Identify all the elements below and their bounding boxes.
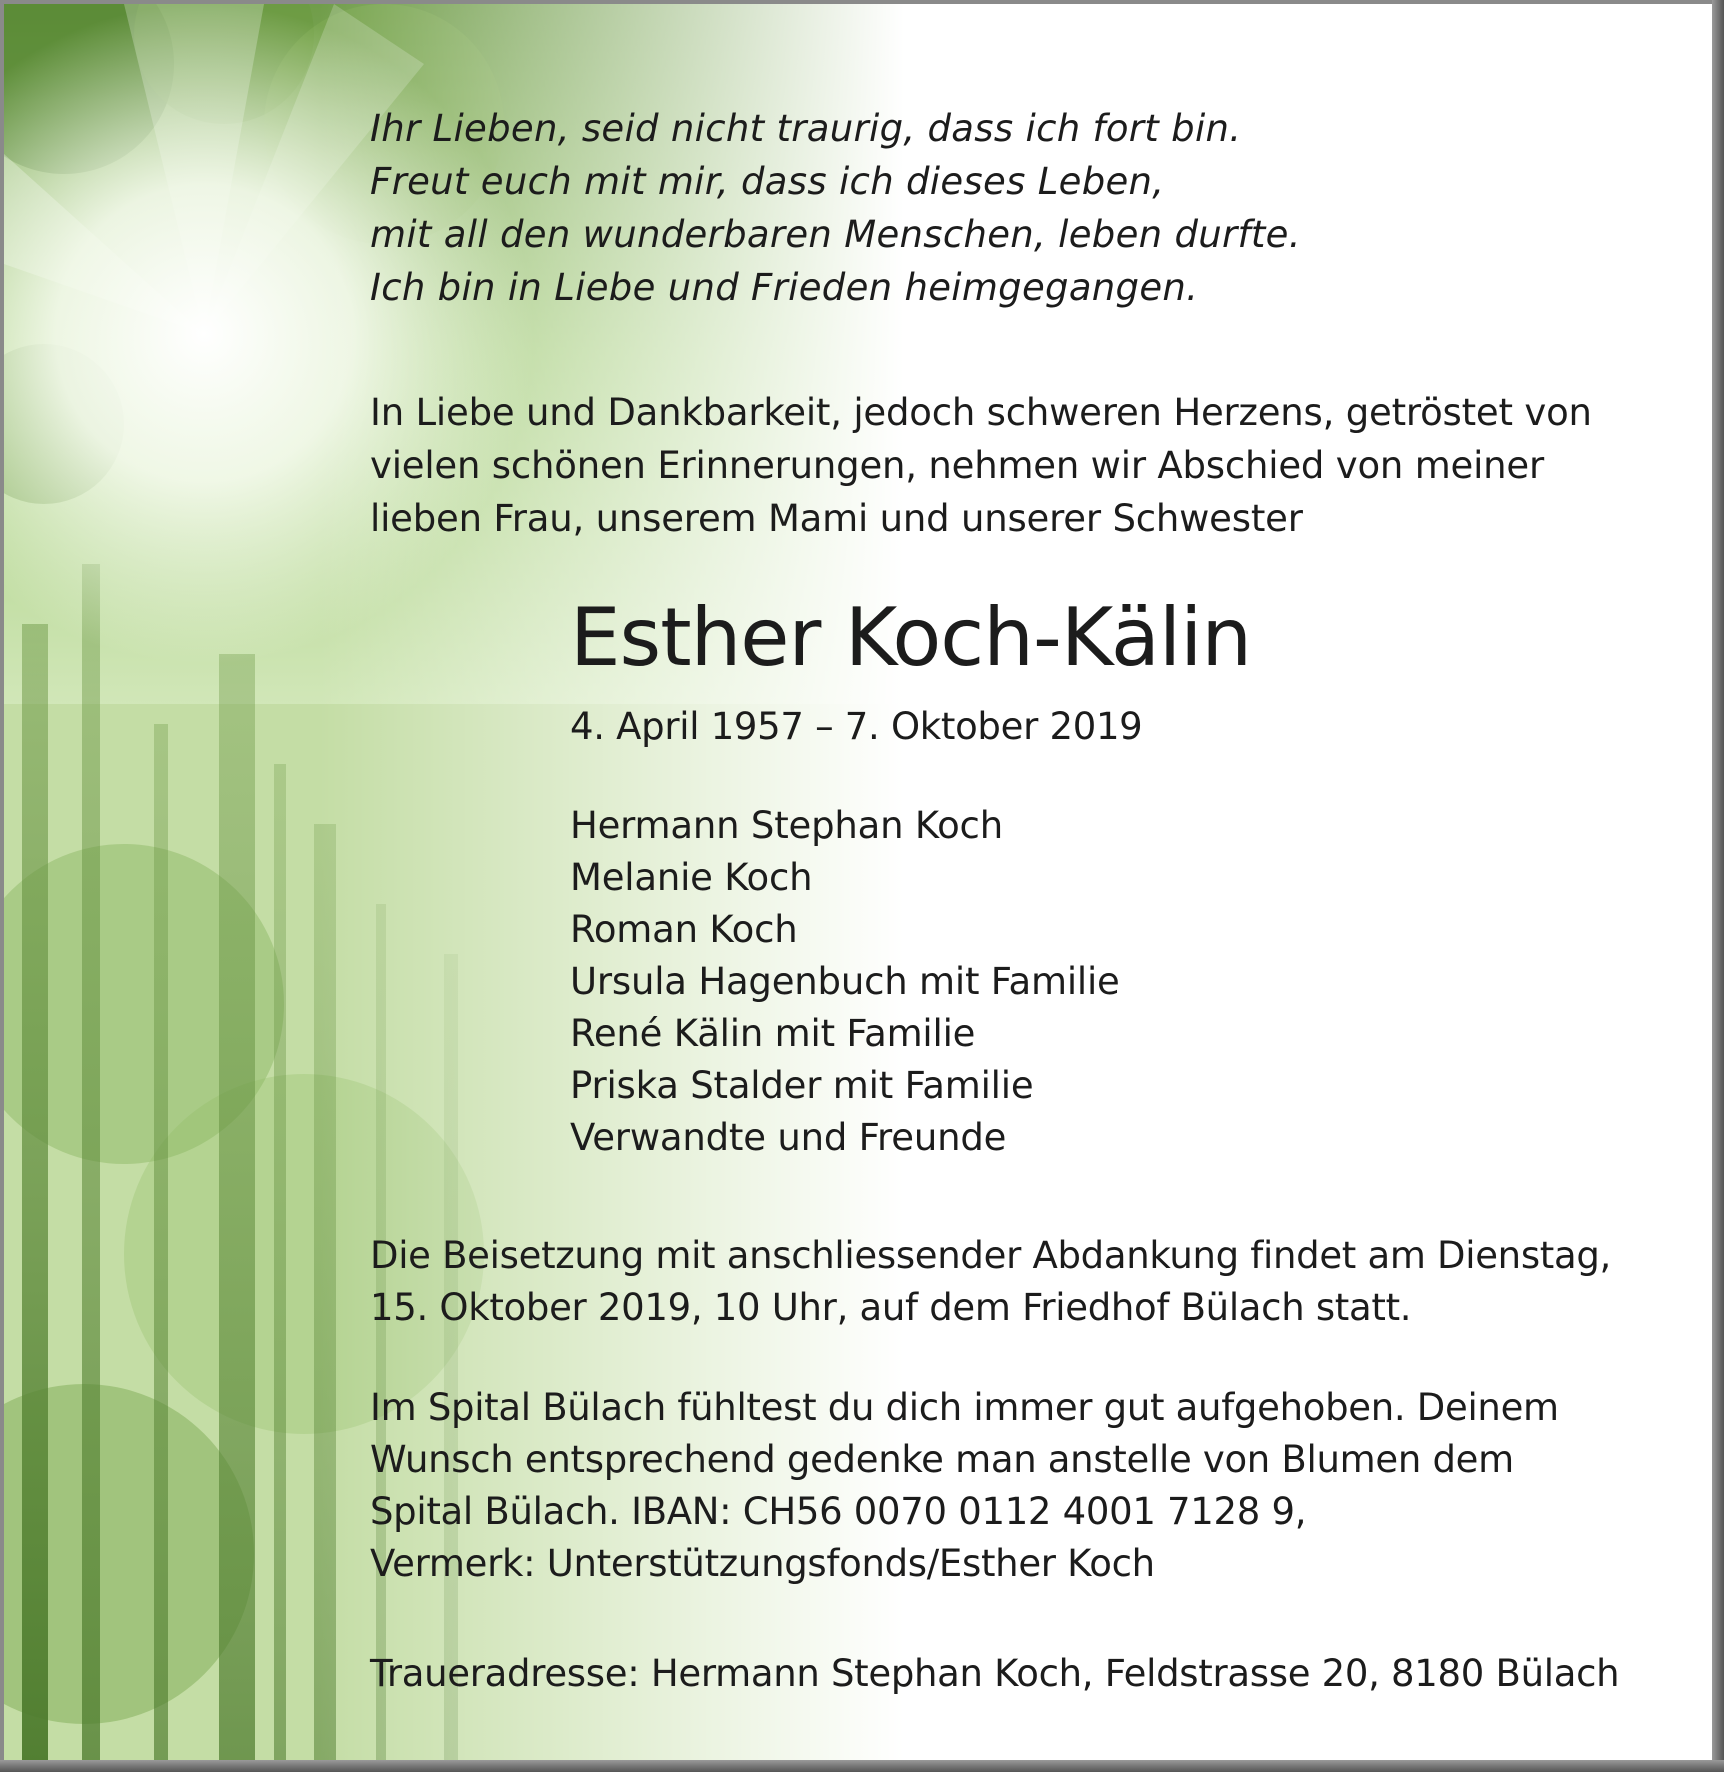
- donation-line: Vermerk: Unterstützungsfonds/Esther Koch: [370, 1542, 1155, 1585]
- intro-line: In Liebe und Dankbarkeit, jedoch schweren Herzens, getröstet von: [370, 391, 1592, 434]
- intro-paragraph: [370, 386, 1592, 545]
- frame-edge-right: [1712, 0, 1724, 1772]
- mourners-list: [570, 800, 1120, 1164]
- poem-line: mit all den wunderbaren Menschen, leben durfte.: [370, 213, 1301, 256]
- donation-notice: [370, 1382, 1559, 1590]
- donation-line: Wunsch entsprechend gedenke man anstelle von Blumen dem: [370, 1438, 1514, 1481]
- deceased-name: Esther Koch-Kälin: [570, 591, 1252, 684]
- intro-line: lieben Frau, unserem Mami und unserer Schwester: [370, 497, 1303, 540]
- mourner-name: Melanie Koch: [570, 856, 813, 899]
- poem-line: Ihr Lieben, seid nicht traurig, dass ich fort bin.: [370, 107, 1242, 150]
- mourner-name: René Kälin mit Familie: [570, 1012, 976, 1055]
- funeral-notice: [370, 1230, 1611, 1334]
- mourning-address: Traueradresse: Hermann Stephan Koch, Feldstrasse 20, 8180 Bülach: [370, 1652, 1620, 1695]
- intro-line: vielen schönen Erinnerungen, nehmen wir Abschied von meiner: [370, 444, 1545, 487]
- frame-edge-bottom: [0, 1760, 1724, 1772]
- mourner-name: Hermann Stephan Koch: [570, 804, 1003, 847]
- funeral-line: 15. Oktober 2019, 10 Uhr, auf dem Friedhof Bülach statt.: [370, 1286, 1412, 1329]
- life-dates: 4. April 1957 – 7. Oktober 2019: [570, 705, 1143, 748]
- funeral-line: Die Beisetzung mit anschliessender Abdankung findet am Dienstag,: [370, 1234, 1612, 1277]
- donation-line: Im Spital Bülach fühltest du dich immer gut aufgehoben. Deinem: [370, 1386, 1559, 1429]
- mourner-name: Verwandte und Freunde: [570, 1116, 1007, 1159]
- donation-line: Spital Bülach. IBAN: CH56 0070 0112 4001 7128 9,: [370, 1490, 1307, 1533]
- mourner-name: Priska Stalder mit Familie: [570, 1064, 1034, 1107]
- mourner-name: Roman Koch: [570, 908, 798, 951]
- mourner-name: Ursula Hagenbuch mit Familie: [570, 960, 1120, 1003]
- poem-line: Freut euch mit mir, dass ich dieses Leben,: [370, 160, 1165, 203]
- poem-line: Ich bin in Liebe und Frieden heimgegangen.: [370, 266, 1199, 309]
- poem-block: [370, 102, 1301, 314]
